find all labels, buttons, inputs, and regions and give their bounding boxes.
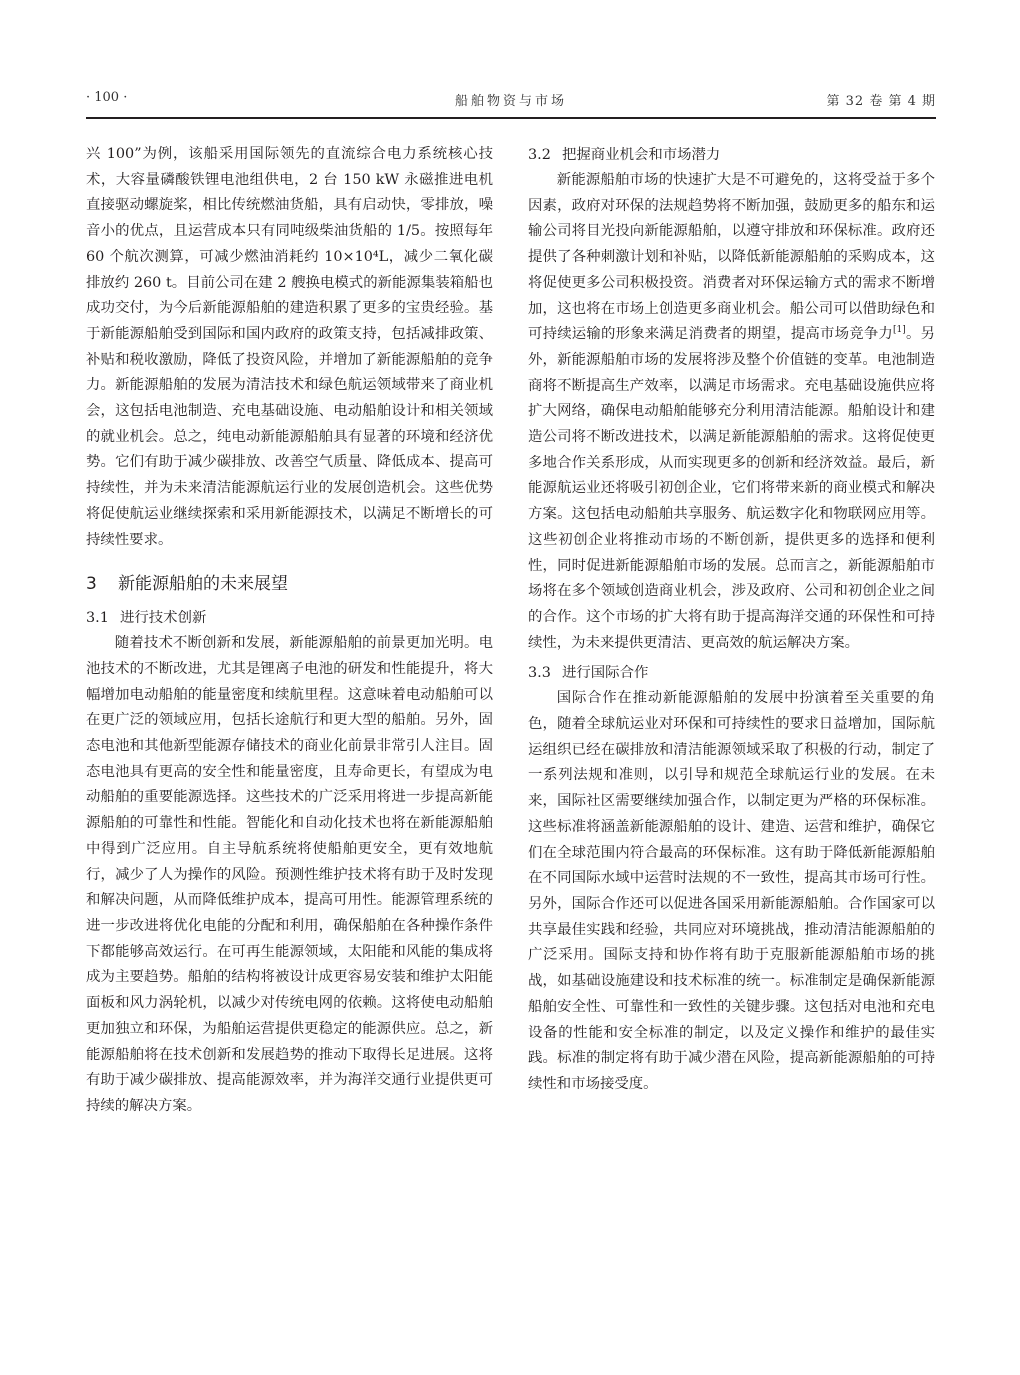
citation-reference[interactable]: [1] [893, 325, 906, 336]
left-column [86, 142, 493, 1120]
running-header [86, 86, 936, 112]
subsection-title: 进行技术创新 [120, 610, 207, 627]
subsection-number: 3.2 [528, 147, 551, 163]
page-number: · 100 · [86, 90, 128, 105]
subsection-number: 3.1 [86, 610, 109, 627]
journal-title: 船舶物资与市场 [454, 94, 567, 109]
right-column [528, 142, 935, 1098]
section-number: 3 [86, 574, 97, 595]
body-paragraph: 随着技术不断创新和发展，新能源船舶的前景更加光明。电池技术的不断改进，尤其是锂离子电池的研发和性能提升，将大幅增加电动船舶的能量密度和续航里程。这意味着电动船舶可以在更广泛的领域应用，包括长途航行和更大型的船舶。另外，固态电池和其他新型能源存储技术的商业化前景非常引人注目。固态电池具有更高的安全性和能量密度，且寿命更长，有望成为电动船舶的重要能源选择。这些技术的广泛采用将进一步提高新能源船舶的可靠性和性能。智能化和自动化技术也将在新能源船舶中得到广泛应用。自主导航系统将使船舶更安全，更有效地航行，减少了人为操作的风险。预测性维护技术将有助于及时发现和解决问题，从而降低维护成本，提高可用性。能源管理系统的进一步改进将优化电能的分配和利用，确保船舶在各种操作条件下都能够高效运行。在可再生能源领域，太阳能和风能的集成将成为主要趋势。船舶的结构将被设计成更容易安装和维护太阳能面板和风力涡轮机，以减少对传统电网的依赖。这将使电动船舶更加独立和环保，为船舶运营提供更稳定的能源供应。总之，新能源船舶将在技术创新和发展趋势的推动下取得长足进展。这将有助于减少碳排放、提高能源效率，并为海洋交通行业提供更可持续的解决方案。 [86, 635, 493, 1114]
body-paragraph: 兴 100”为例，该船采用国际领先的直流综合电力系统核心技术，大容量磷酸铁锂电池组供电，2 台 150 kW 永磁推进电机直接驱动螺旋桨，相比传统燃油货船，具有启动快，零排放，噪音小的优点，且运营成本只有同吨级柴油货船的 1/5。按照每年 60 个航次测算，可减少燃油消耗约 10×10⁴L，减少二氧化碳排放约 260 t。目前公司在建 2 艘换电模式的新能源集装箱船也成功交付，为今后新能源船舶的建造积累了更多的宝贵经验。基于新能源船舶受到国际和国内政府的政策支持，包括减排政策、补贴和税收激励，降低了投资风险，并增加了新能源船舶的竞争力。新能源船舶的发展为清洁技术和绿色航运领域带来了商业机会，这包括电池制造、充电基础设施、电动船舶设计和相关领域的就业机会。总之，纯电动新能源船舶具有显著的环境和经济优势。它们有助于减少碳排放、改善空气质量、降低成本、提高可持续性，并为未来清洁能源航运行业的发展创造机会。这些优势将促使航运业继续探索和采用新能源技术，以满足不断增长的可持续性要求。 [86, 146, 493, 548]
section-title: 新能源船舶的未来展望 [118, 574, 288, 595]
paragraph-text: 。另外，新能源船舶市场的发展将涉及整个价值链的变革。电池制造商将不断提高生产效率，以满足市场需求。充电基础设施供应将扩大网络，确保电动船舶能够充分利用清洁能源。船舶设计和建造公司将不断改进技术，以满足新能源船舶的需求。这将促使更多地合作关系形成，从而实现更多的创新和经济效益。最后，新能源航运业还将吸引初创企业，它们将带来新的商业模式和解决方案。这包括电动船舶共享服务、航运数字化和物联网应用等。这些初创企业将推动市场的不断创新，提供更多的选择和便利性，同时促进新能源船舶市场的发展。总而言之，新能源船舶市场将在多个领域创造商业机会，涉及政府、公司和初创企业之间的合作。这个市场的扩大将有助于提高海洋交通的环保性和可持续性，为未来提供更清洁、更高效的航运解决方案。 [528, 326, 935, 651]
subsection-heading [528, 142, 935, 168]
body-paragraph: 国际合作在推动新能源船舶的发展中扮演着至关重要的角色，随着全球航运业对环保和可持续性的要求日益增加，国际航运组织已经在碳排放和清洁能源领域采取了积极的行动，制定了一系列法规和准则，以引导和规范全球航运行业的发展。在未来，国际社区需要继续加强合作，以制定更为严格的环保标准。这些标准将涵盖新能源船舶的设计、建造、运营和维护，确保它们在全球范围内符合最高的环保标准。这有助于降低新能源船舶在不同国际水域中运营时法规的不一致性，提高其市场可行性。另外，国际合作还可以促进各国采用新能源船舶。合作国家可以共享最佳实践和经验，共同应对环境挑战，推动清洁能源船舶的广泛采用。国际支持和协作将有助于克服新能源船舶市场的挑战，如基础设施建设和技术标准的统一。标准制定是确保新能源船舶安全性、可靠性和一致性的关键步骤。这包括对电池和充电设备的性能和安全标准的制定，以及定义操作和维护的最佳实践。标准的制定将有助于减少潜在风险，提高新能源船舶的可持续性和市场接受度。 [528, 690, 935, 1092]
paragraph-text: 新能源船舶市场的快速扩大是不可避免的，这将受益于多个因素，政府对环保的法规趋势将不断加强，鼓励更多的船东和运输公司将目光投向新能源船舶，以遵守排放和环保标准。政府还提供了各种刺激计划和补贴，以降低新能源船舶的采购成本，这将促使更多公司积极投资。消费者对环保运输方式的需求不断增加，这也将在市场上创造更多商业机会。船公司可以借助绿色和可持续运输的形象来满足消费者的期望，提高市场竞争力 [528, 172, 935, 343]
header-rule [86, 117, 936, 119]
subsection-heading [86, 605, 493, 631]
section-heading [86, 569, 493, 599]
issue-info: 第 32 卷 第 4 期 [826, 94, 936, 109]
body-paragraph [528, 168, 935, 656]
subsection-number: 3.3 [528, 665, 551, 682]
subsection-heading [528, 660, 935, 686]
subsection-title: 进行国际合作 [562, 665, 649, 682]
subsection-title: 把握商业机会和市场潜力 [562, 147, 721, 163]
